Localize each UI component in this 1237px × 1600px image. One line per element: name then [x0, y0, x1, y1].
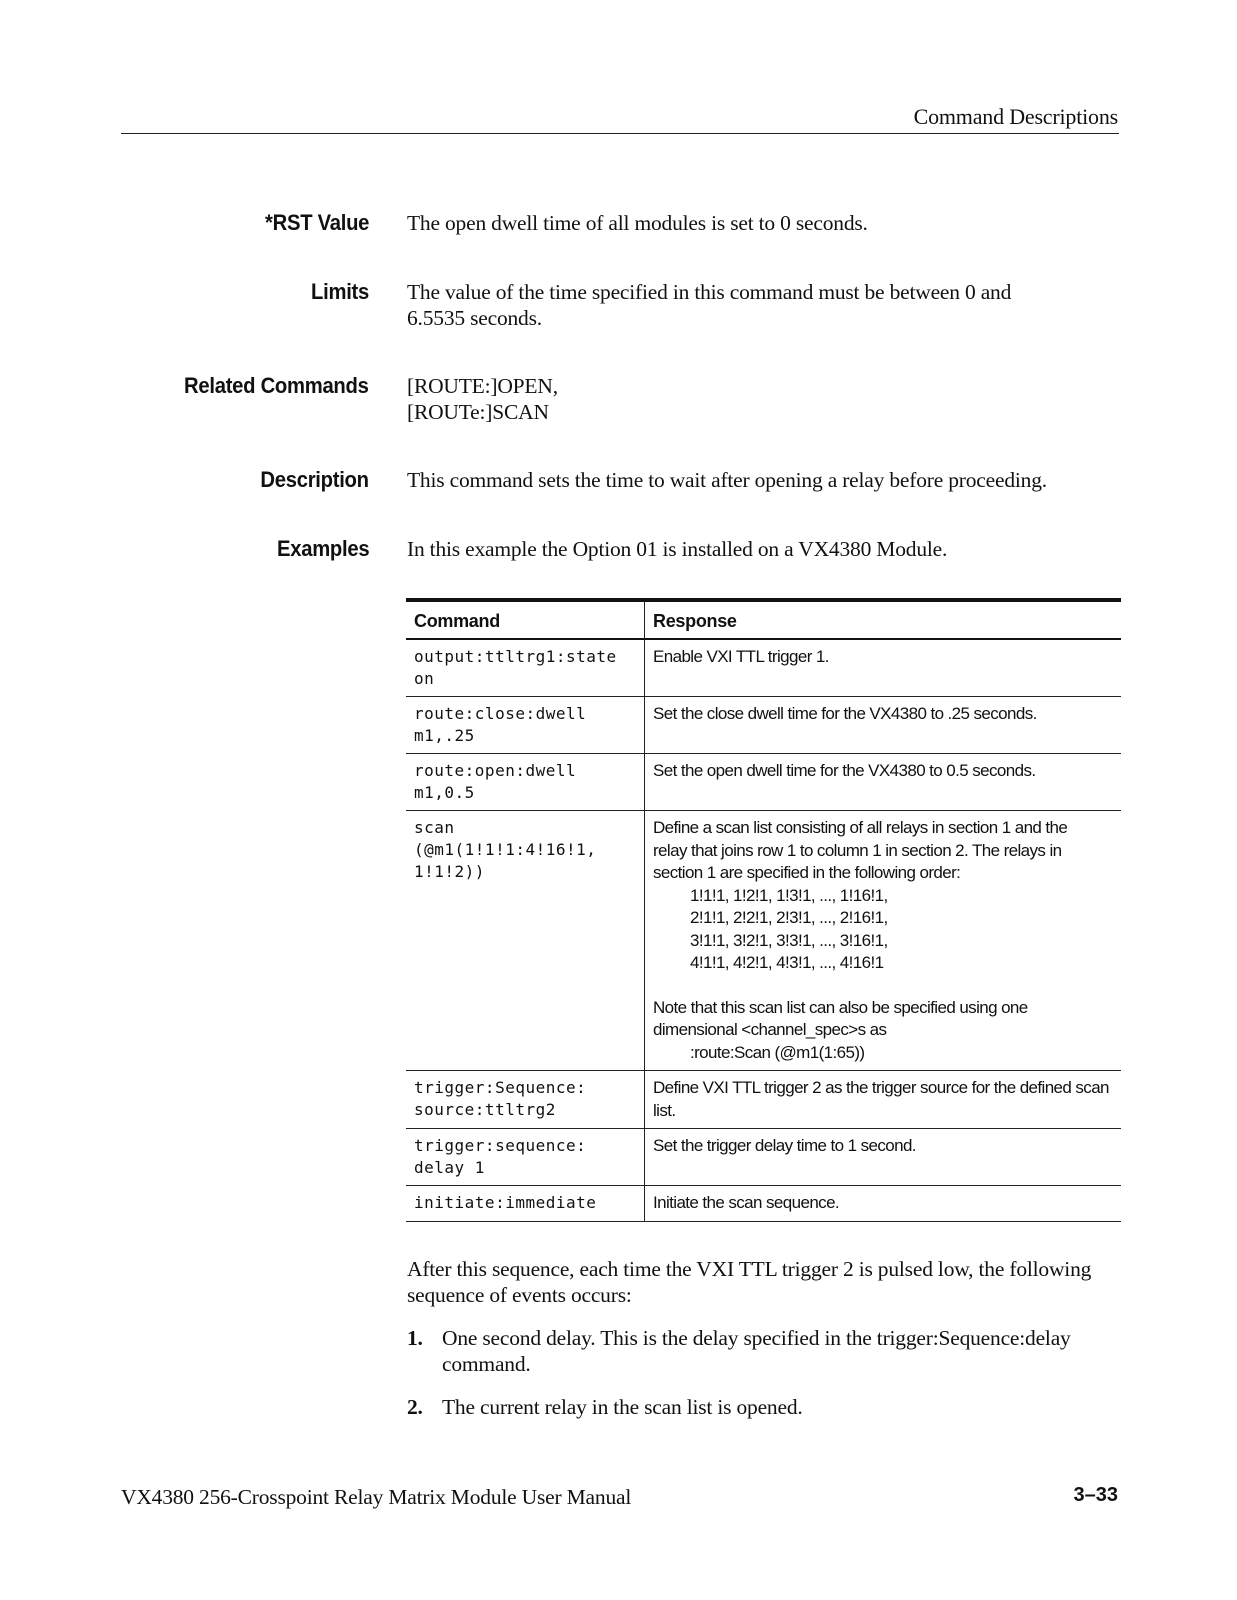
command-cell: trigger:Sequence: source:ttltrg2	[406, 1071, 645, 1129]
command-cell: route:open:dwell m1,0.5	[406, 754, 645, 811]
step-text: One second delay. This is the delay specified in the trigger:Sequence:delay command.	[442, 1326, 1071, 1376]
header-rule	[121, 133, 1119, 134]
response-cell: Set the open dwell time for the VX4380 to 0.5 seconds.	[645, 754, 1122, 811]
running-header: Command Descriptions	[913, 104, 1118, 129]
description-label: Description	[260, 467, 369, 492]
command-cell: scan (@m1(1!1!1:4!16!1, 1!1!2))	[406, 811, 645, 1071]
spacer	[653, 975, 1113, 997]
examples-label: Examples	[276, 536, 369, 561]
rst-value-text: The open dwell time of all modules is set to 0 seconds.	[407, 211, 868, 235]
command-table	[406, 598, 1121, 1222]
table-row	[406, 811, 1121, 1071]
limits-label: Limits	[311, 279, 369, 304]
response-cell: Set the close dwell time for the VX4380 to .25 seconds.	[645, 697, 1122, 754]
footer-page-number: 3–33	[1073, 1484, 1118, 1506]
command-cell: output:ttltrg1:state on	[406, 639, 645, 697]
table-row	[406, 1071, 1121, 1129]
response-line: relay that joins row 1 to column 1 in section 2. The relays in	[653, 840, 1062, 860]
list-item	[407, 1325, 1119, 1377]
response-cell: Enable VXI TTL trigger 1.	[645, 639, 1122, 697]
table-row	[406, 1186, 1121, 1222]
scan-order-line: 3!1!1, 3!2!1, 3!3!1, ..., 3!16!1,	[690, 930, 888, 950]
response-cell: Initiate the scan sequence.	[645, 1186, 1122, 1222]
table-row	[406, 1129, 1121, 1186]
command-cell: route:close:dwell m1,.25	[406, 697, 645, 754]
command-cell: trigger:sequence: delay 1	[406, 1129, 645, 1186]
scan-order-line: 4!1!1, 4!2!1, 4!3!1, ..., 4!16!1	[690, 953, 884, 972]
table-row	[406, 697, 1121, 754]
note-line: dimensional <channel_spec>s as	[653, 1020, 887, 1039]
footer-manual-title: VX4380 256-Crosspoint Relay Matrix Module User Manual	[121, 1485, 632, 1509]
limits-text: The value of the time specified in this command must be between 0 and 6.5535 seconds.	[407, 280, 1012, 330]
related-command-open: [ROUTE:]OPEN,	[407, 374, 558, 398]
examples-text: In this example the Option 01 is installed on a VX4380 Module.	[407, 537, 948, 561]
response-line: section 1 are specified in the following order:	[653, 863, 961, 882]
response-column-header: Response	[645, 600, 1122, 639]
response-cell	[645, 811, 1122, 1071]
command-cell: initiate:immediate	[406, 1186, 645, 1222]
response-cell: Set the trigger delay time to 1 second.	[645, 1129, 1122, 1186]
list-item	[407, 1394, 1119, 1420]
step-number: 1.	[407, 1326, 423, 1350]
table-row	[406, 754, 1121, 811]
related-command-scan: [ROUTe:]SCAN	[407, 400, 549, 424]
response-line: Define a scan list consisting of all relays in section 1 and the	[653, 818, 1068, 837]
related-commands-label: Related Commands	[184, 373, 369, 398]
description-text: This command sets the time to wait after opening a relay before proceeding.	[407, 468, 1047, 492]
after-sequence-text: After this sequence, each time the VXI TTL trigger 2 is pulsed low, the following sequence of events occurs:	[407, 1257, 1092, 1307]
rst-value-label: *RST Value	[264, 210, 369, 235]
table-header-row	[406, 600, 1121, 639]
command-column-header: Command	[406, 600, 645, 639]
note-line: Note that this scan list can also be specified using one	[653, 997, 1028, 1017]
step-number: 2.	[407, 1395, 423, 1419]
table-row	[406, 639, 1121, 697]
response-cell: Define VXI TTL trigger 2 as the trigger source for the defined scan list.	[645, 1071, 1122, 1129]
scan-order-line: 2!1!1, 2!2!1, 2!3!1, ..., 2!16!1,	[690, 908, 888, 927]
step-text: The current relay in the scan list is opened.	[442, 1395, 803, 1419]
scan-order-line: 1!1!1, 1!2!1, 1!3!1, ..., 1!16!1,	[690, 885, 888, 905]
note-example: :route:Scan (@m1(1:65))	[690, 1042, 865, 1062]
